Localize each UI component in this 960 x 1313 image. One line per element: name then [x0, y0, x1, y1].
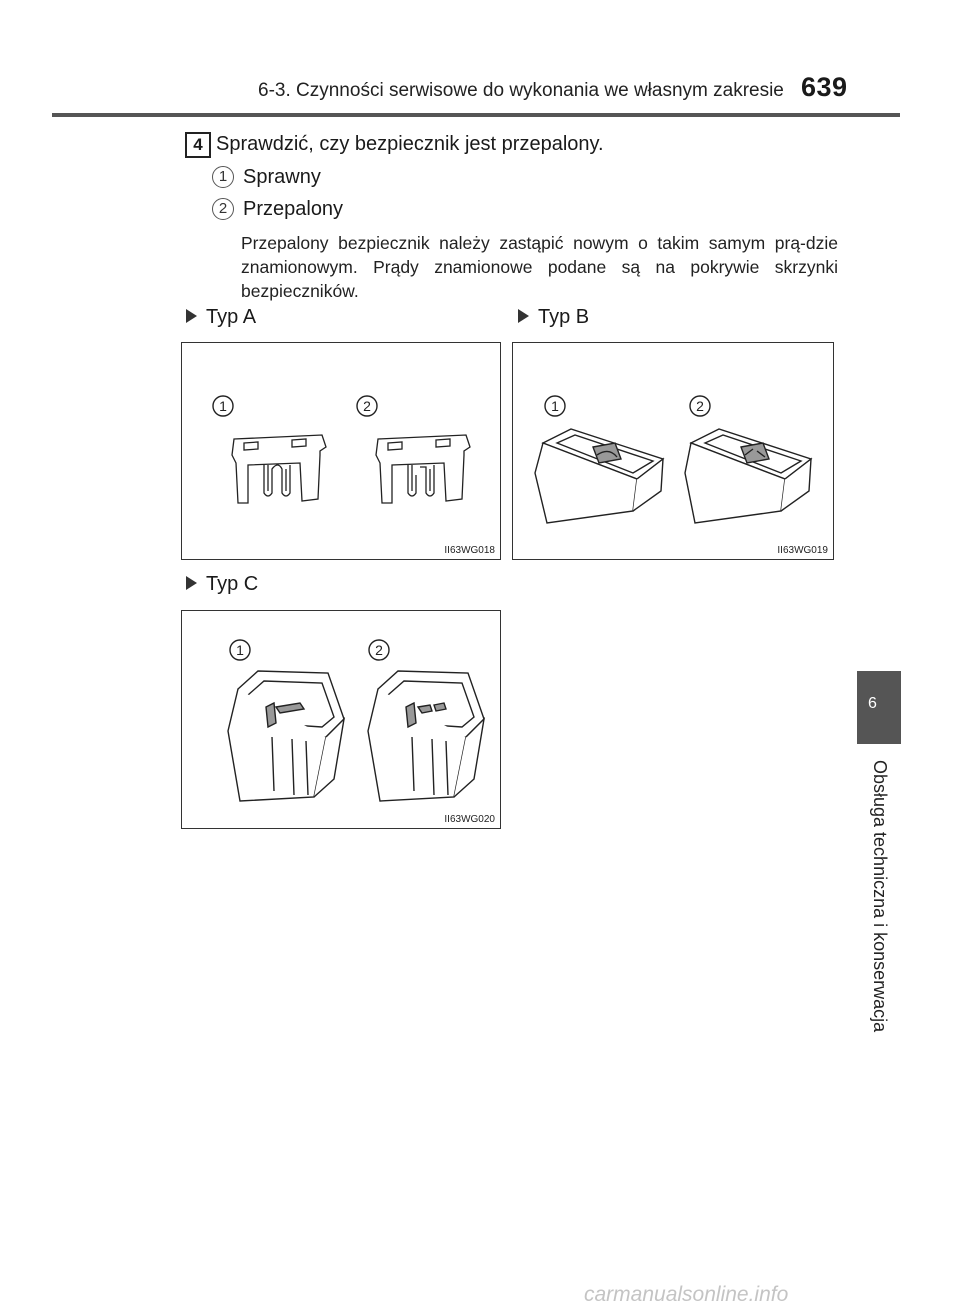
item-label: Sprawny: [243, 166, 321, 188]
fuse-blown-icon: [376, 435, 470, 503]
type-a-heading: [186, 306, 256, 329]
header-divider: [52, 113, 900, 117]
page-header: [0, 0, 960, 120]
type-label: Typ A: [206, 306, 257, 328]
type-c-heading: [186, 573, 258, 596]
figure-code: II63WG018: [444, 545, 495, 556]
fuse-ok-icon: [228, 671, 344, 801]
fuse-type-c-illustration: [182, 611, 500, 828]
type-b-heading: [518, 306, 589, 329]
type-label: Typ C: [206, 573, 259, 595]
list-item-blown: [212, 198, 343, 221]
note-paragraph: Przepalony bezpiecznik należy zastąpić nowym o takim samym prą-dzie znamionowym. Prądy znamionowe podane są na pokrywie skrzynki bezpieczników.: [241, 233, 838, 301]
figure-type-c: [181, 610, 501, 829]
figure-type-a: [181, 342, 501, 560]
fuse-ok-icon: [232, 435, 326, 503]
fuse-type-a-illustration: [182, 343, 500, 559]
fig-marker-1: 1: [551, 398, 559, 414]
chapter-tab[interactable]: [857, 671, 901, 744]
fig-marker-2: 2: [696, 398, 704, 414]
triangle-bullet-icon: [186, 309, 197, 323]
chapter-side-label: [857, 760, 901, 1060]
step-text: Sprawdzić, czy bezpiecznik jest przepalony.: [216, 133, 604, 155]
triangle-bullet-icon: [518, 309, 529, 323]
triangle-bullet-icon: [186, 576, 197, 590]
fig-marker-2: 2: [363, 398, 371, 414]
list-item-ok: [212, 166, 321, 189]
fuse-blown-icon: [368, 671, 484, 801]
circled-number: 2: [212, 198, 234, 220]
fuse-type-b-illustration: [513, 343, 833, 559]
watermark: carmanualsonline.info: [584, 1283, 789, 1306]
chapter-number: 6: [868, 695, 877, 712]
fig-marker-2: 2: [375, 642, 383, 658]
figure-code: II63WG019: [777, 545, 828, 556]
fuse-blown-icon: [685, 429, 811, 523]
circled-number: 1: [212, 166, 234, 188]
type-label: Typ B: [538, 306, 590, 328]
fuse-ok-icon: [535, 429, 663, 523]
figure-code: II63WG020: [444, 814, 495, 825]
figure-type-b: [512, 342, 834, 560]
chapter-title: Obsługa techniczna i konserwacja: [870, 760, 890, 1033]
page-number: 639: [801, 72, 848, 102]
section-title: 6-3. Czynności serwisowe do wykonania we własnym zakresie: [258, 80, 784, 101]
step-number-box: 4: [185, 132, 211, 158]
fig-marker-1: 1: [219, 398, 227, 414]
fig-marker-1: 1: [236, 642, 244, 658]
item-label: Przepalony: [243, 198, 344, 220]
